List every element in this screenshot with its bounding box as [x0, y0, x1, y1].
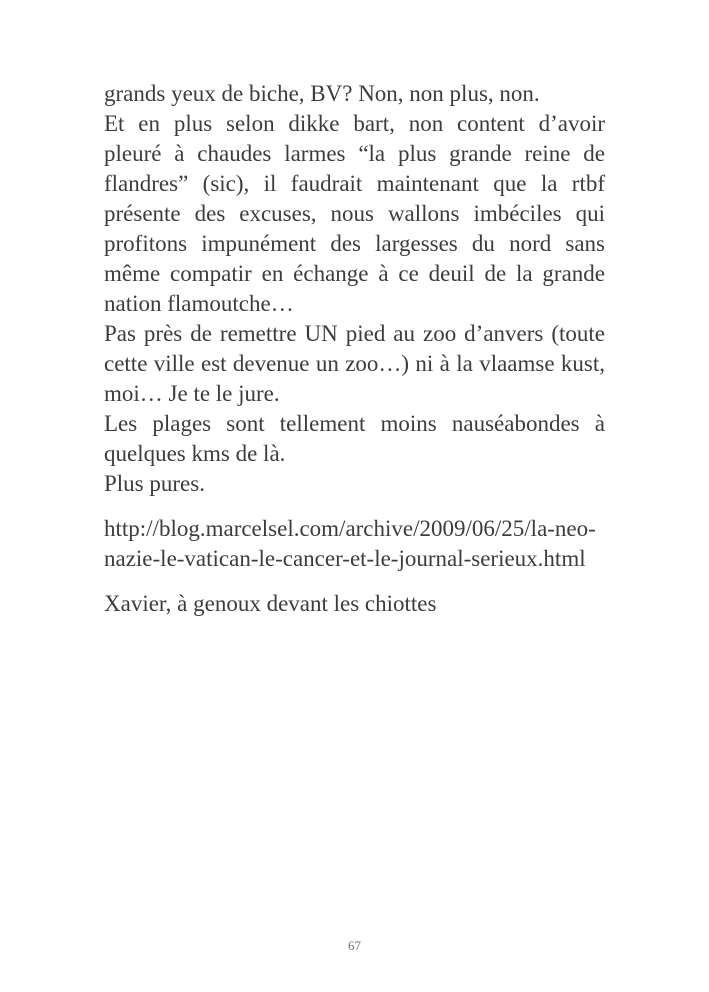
text-line: profitons impunément des largesses du nord sans — [104, 231, 605, 256]
text-line: http://blog.marcelsel.com/archive/2009/06/25/la-neo- — [104, 516, 596, 541]
paragraph-1 — [104, 79, 605, 109]
text-line: nazie-le-vatican-le-cancer-et-le-journal-serieux.html — [104, 546, 586, 571]
text-line: Pas près de remettre UN pied au zoo d’anvers (toute — [104, 321, 605, 346]
text-line: même compatir en échange à ce deuil de la grande — [104, 261, 605, 286]
signature-line — [104, 589, 605, 619]
text-line: pleuré à chaudes larmes “la plus grande reine de — [104, 141, 605, 166]
text-line: grands yeux de biche, BV? Non, non plus, non. — [104, 81, 540, 106]
text-line: Plus pures. — [104, 471, 205, 496]
paragraph-2 — [104, 109, 605, 319]
text-line: Xavier, à genoux devant les chiottes — [104, 591, 437, 616]
body-text — [104, 79, 605, 619]
text-line: cette ville est devenue un zoo…) ni à la vlaamse kust, — [104, 351, 605, 376]
text-line: présente des excuses, nous wallons imbéciles qui — [104, 201, 605, 226]
text-line: quelques kms de là. — [104, 441, 286, 466]
text-line: moi… Je te le jure. — [104, 381, 280, 406]
url-text — [104, 514, 605, 574]
text-line: nation flamoutche… — [104, 291, 294, 316]
text-line: Et en plus selon dikke bart, non content d’avoir — [104, 111, 605, 136]
paragraph-3 — [104, 319, 605, 409]
page-number: 67 — [348, 938, 361, 953]
paragraph-5 — [104, 469, 605, 499]
text-line: Les plages sont tellement moins nauséabondes à — [104, 411, 605, 436]
text-line: flandres” (sic), il faudrait maintenant que la rtbf — [104, 171, 605, 196]
paragraph-4 — [104, 409, 605, 469]
